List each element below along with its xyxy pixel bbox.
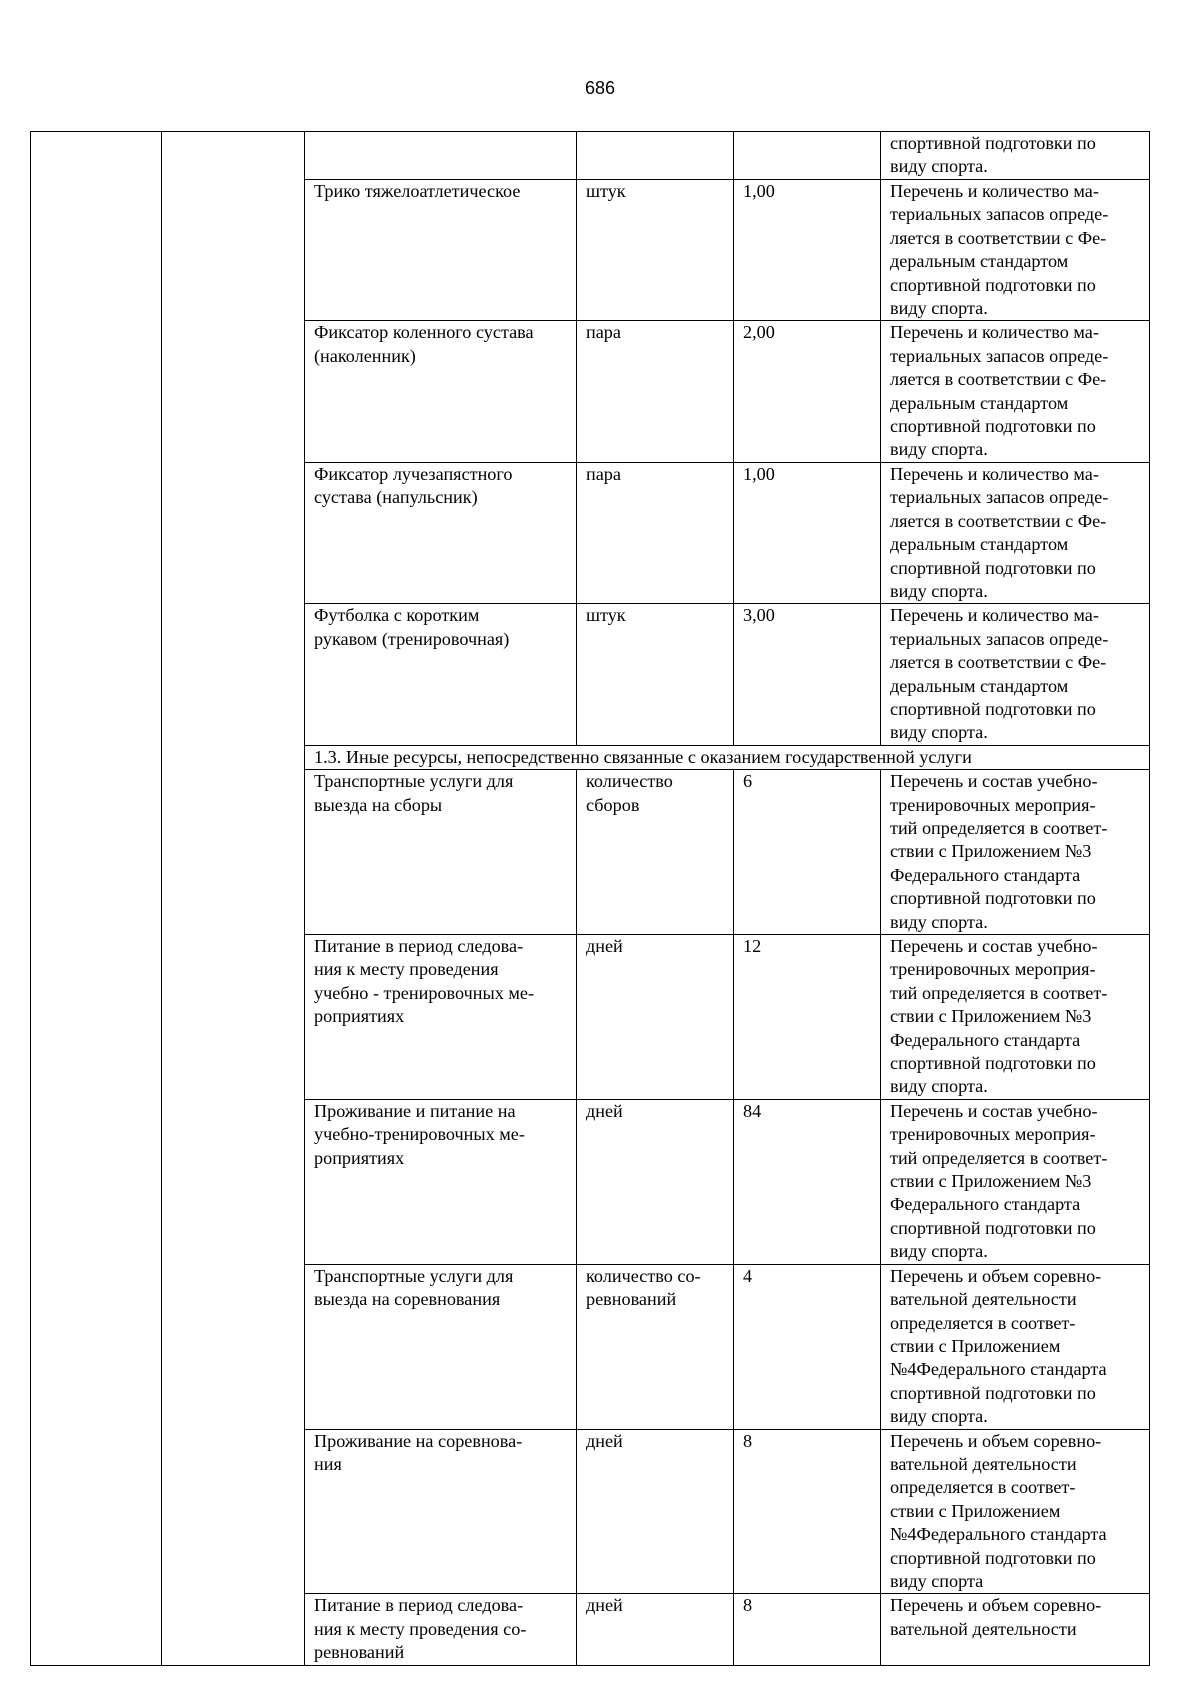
text-line: спортивной подготовки по xyxy=(890,557,1096,578)
text-line: териальных запасов опреде- xyxy=(890,628,1109,649)
text-line: количество со- xyxy=(586,1265,701,1286)
unit-cell xyxy=(577,770,734,935)
unit-cell xyxy=(577,604,734,745)
text-line: дней xyxy=(586,1430,623,1451)
text-line: №4Федерального стандарта xyxy=(890,1359,1107,1380)
text-line: виду спорта. xyxy=(890,298,988,319)
item-name-cell xyxy=(305,1594,577,1665)
text-line: Перечень и состав учебно- xyxy=(890,936,1098,956)
note-cell xyxy=(881,770,1150,935)
text-line: тий определяется в соответ- xyxy=(890,817,1108,838)
text-line: Транспортные услуги для xyxy=(314,771,514,792)
text-line: териальных запасов опреде- xyxy=(890,345,1109,366)
unit-cell xyxy=(577,935,734,1100)
text-line: пара xyxy=(586,322,621,343)
text-line: Перечень и количество ма- xyxy=(890,463,1099,484)
text-line: пара xyxy=(586,463,621,484)
note-cell xyxy=(881,180,1150,321)
text-line: Фиксатор коленного сустава xyxy=(314,322,534,343)
unit-cell xyxy=(577,1429,734,1594)
text-line: вательной деятельности xyxy=(890,1289,1077,1310)
text-line: определяется в соответ- xyxy=(890,1312,1076,1333)
text-line: учебно-тренировочных ме- xyxy=(314,1124,525,1145)
text-line: виду спорта. xyxy=(890,911,988,932)
item-name-cell xyxy=(305,1099,577,1264)
item-name-cell xyxy=(305,1264,577,1429)
quantity-cell: 3,00 xyxy=(734,604,881,745)
text-line: спортивной подготовки по xyxy=(890,1382,1096,1403)
note-cell xyxy=(881,1099,1150,1264)
text-line: штук xyxy=(586,181,626,201)
text-line: Трико тяжелоатлетическое xyxy=(314,181,521,201)
text-line: виду спорта. xyxy=(890,1241,988,1262)
text-line: тренировочных мероприя- xyxy=(890,959,1096,980)
text-line: ния xyxy=(314,1453,342,1474)
note-cell xyxy=(881,935,1150,1100)
page-number: 686 xyxy=(584,78,616,98)
text-line: спортивной подготовки по xyxy=(890,133,1096,153)
quantity-cell: 1,00 xyxy=(734,180,881,321)
text-line: виду спорта. xyxy=(890,580,988,601)
resources-table xyxy=(30,131,1150,1666)
text-line: Питание в период следова- xyxy=(314,936,524,956)
text-line: виду спорта. xyxy=(890,1076,988,1097)
text-line: вательной деятельности xyxy=(890,1453,1077,1474)
text-line: определяется в соответ- xyxy=(890,1477,1076,1498)
text-line: спортивной подготовки по xyxy=(890,1217,1096,1238)
text-line: териальных запасов опреде- xyxy=(890,487,1109,508)
text-line: Проживание и питание на xyxy=(314,1100,516,1121)
text-line: Федерального стандарта xyxy=(890,864,1081,885)
unit-cell xyxy=(577,1594,734,1665)
item-name-cell xyxy=(305,132,577,180)
text-line: спортивной подготовки по xyxy=(890,274,1096,295)
text-line: тренировочных мероприя- xyxy=(890,794,1096,815)
text-line: ствии с Приложением №3 xyxy=(890,1006,1092,1027)
text-line: сборов xyxy=(586,794,640,815)
text-line: количество xyxy=(586,771,673,792)
text-line: виду спорта. xyxy=(890,156,988,177)
quantity-cell: 6 xyxy=(734,770,881,935)
text-line: тий определяется в соответ- xyxy=(890,982,1108,1003)
text-line: спортивной подготовки по xyxy=(890,698,1096,719)
text-line: деральным стандартом xyxy=(890,534,1069,555)
quantity-cell: 84 xyxy=(734,1099,881,1264)
unit-cell xyxy=(577,1264,734,1429)
text-line: Питание в период следова- xyxy=(314,1595,524,1616)
text-line: ляется в соответствии с Фе- xyxy=(890,369,1107,390)
quantity-cell: 8 xyxy=(734,1429,881,1594)
quantity-cell: 2,00 xyxy=(734,321,881,462)
unit-cell xyxy=(577,321,734,462)
blank-column-b xyxy=(162,132,305,1666)
unit-cell xyxy=(577,462,734,603)
text-line: Транспортные услуги для xyxy=(314,1265,514,1286)
text-line: Фиксатор лучезапястного xyxy=(314,463,513,484)
item-name-cell xyxy=(305,180,577,321)
text-line: ствии с Приложением xyxy=(890,1500,1061,1521)
text-line: деральным стандартом xyxy=(890,675,1069,696)
text-line: Перечень и количество ма- xyxy=(890,322,1099,343)
text-line: Проживание на соревнова- xyxy=(314,1430,523,1451)
text-line: Перечень и объем соревно- xyxy=(890,1595,1102,1616)
note-cell xyxy=(881,1264,1150,1429)
text-line: вательной деятельности xyxy=(890,1618,1077,1639)
text-line: виду спорта. xyxy=(890,722,988,743)
note-cell xyxy=(881,132,1150,180)
note-cell xyxy=(881,1594,1150,1665)
note-cell xyxy=(881,462,1150,603)
text-line: Футболка с коротким xyxy=(314,605,480,626)
text-line: Перечень и количество ма- xyxy=(890,605,1099,626)
text-line: Перечень и объем соревно- xyxy=(890,1430,1102,1451)
text-line: спортивной подготовки по xyxy=(890,416,1096,437)
unit-cell xyxy=(577,180,734,321)
text-line: выезда на соревнования xyxy=(314,1289,501,1310)
text-line: деральным стандартом xyxy=(890,392,1069,413)
text-line: териальных запасов опреде- xyxy=(890,204,1109,225)
text-line: дней xyxy=(586,1595,623,1616)
text-line: ствии с Приложением №3 xyxy=(890,1171,1092,1192)
text-line: ния к месту проведения xyxy=(314,959,499,980)
text-line: виду спорта. xyxy=(890,439,988,460)
item-name-cell xyxy=(305,321,577,462)
quantity-cell: 12 xyxy=(734,935,881,1100)
text-line: ствии с Приложением №3 xyxy=(890,841,1092,862)
item-name-cell xyxy=(305,604,577,745)
text-line: виду спорта xyxy=(890,1570,984,1591)
text-line: ревнований xyxy=(314,1642,405,1663)
text-line: дней xyxy=(586,1100,623,1121)
text-line: спортивной подготовки по xyxy=(890,1053,1096,1074)
text-line: Перечень и состав учебно- xyxy=(890,771,1098,792)
item-name-cell xyxy=(305,935,577,1100)
text-line: ляется в соответствии с Фе- xyxy=(890,510,1107,531)
text-line: Перечень и количество ма- xyxy=(890,181,1099,201)
quantity-cell xyxy=(734,132,881,180)
quantity-cell: 8 xyxy=(734,1594,881,1665)
text-line: спортивной подготовки по xyxy=(890,1547,1096,1568)
text-line: учебно - тренировочных ме- xyxy=(314,982,534,1003)
text-line: Федерального стандарта xyxy=(890,1029,1081,1050)
text-line: Перечень и объем соревно- xyxy=(890,1265,1102,1286)
text-line: Перечень и состав учебно- xyxy=(890,1100,1098,1121)
text-line: тренировочных мероприя- xyxy=(890,1124,1096,1145)
item-name-cell xyxy=(305,770,577,935)
text-line: роприятиях xyxy=(314,1006,405,1027)
note-cell xyxy=(881,321,1150,462)
text-line: выезда на сборы xyxy=(314,794,443,815)
note-cell xyxy=(881,604,1150,745)
text-line: ревнований xyxy=(586,1289,677,1310)
text-line: ствии с Приложением xyxy=(890,1335,1061,1356)
section-heading: 1.3. Иные ресурсы, непосредственно связанные с оказанием государственной услуги xyxy=(305,745,1150,769)
text-line: ляется в соответствии с Фе- xyxy=(890,652,1107,673)
text-line: ния к месту проведения со- xyxy=(314,1618,527,1639)
text-line: Федерального стандарта xyxy=(890,1194,1081,1215)
blank-column-a xyxy=(31,132,162,1666)
text-line: сустава (напульсник) xyxy=(314,487,478,508)
item-name-cell xyxy=(305,462,577,603)
unit-cell xyxy=(577,1099,734,1264)
text-line: тий определяется в соответ- xyxy=(890,1147,1108,1168)
text-line: виду спорта. xyxy=(890,1406,988,1427)
text-line: штук xyxy=(586,605,626,626)
text-line: деральным стандартом xyxy=(890,251,1069,272)
text-line: рукавом (тренировочная) xyxy=(314,628,510,649)
unit-cell xyxy=(577,132,734,180)
note-cell xyxy=(881,1429,1150,1594)
continuation-row xyxy=(31,132,1150,180)
text-line: №4Федерального стандарта xyxy=(890,1524,1107,1545)
text-line: спортивной подготовки по xyxy=(890,888,1096,909)
text-line: дней xyxy=(586,936,623,956)
text-line: ляется в соответствии с Фе- xyxy=(890,227,1107,248)
quantity-cell: 4 xyxy=(734,1264,881,1429)
item-name-cell xyxy=(305,1429,577,1594)
quantity-cell: 1,00 xyxy=(734,462,881,603)
text-line: роприятиях xyxy=(314,1147,405,1168)
text-line: (наколенник) xyxy=(314,345,416,366)
